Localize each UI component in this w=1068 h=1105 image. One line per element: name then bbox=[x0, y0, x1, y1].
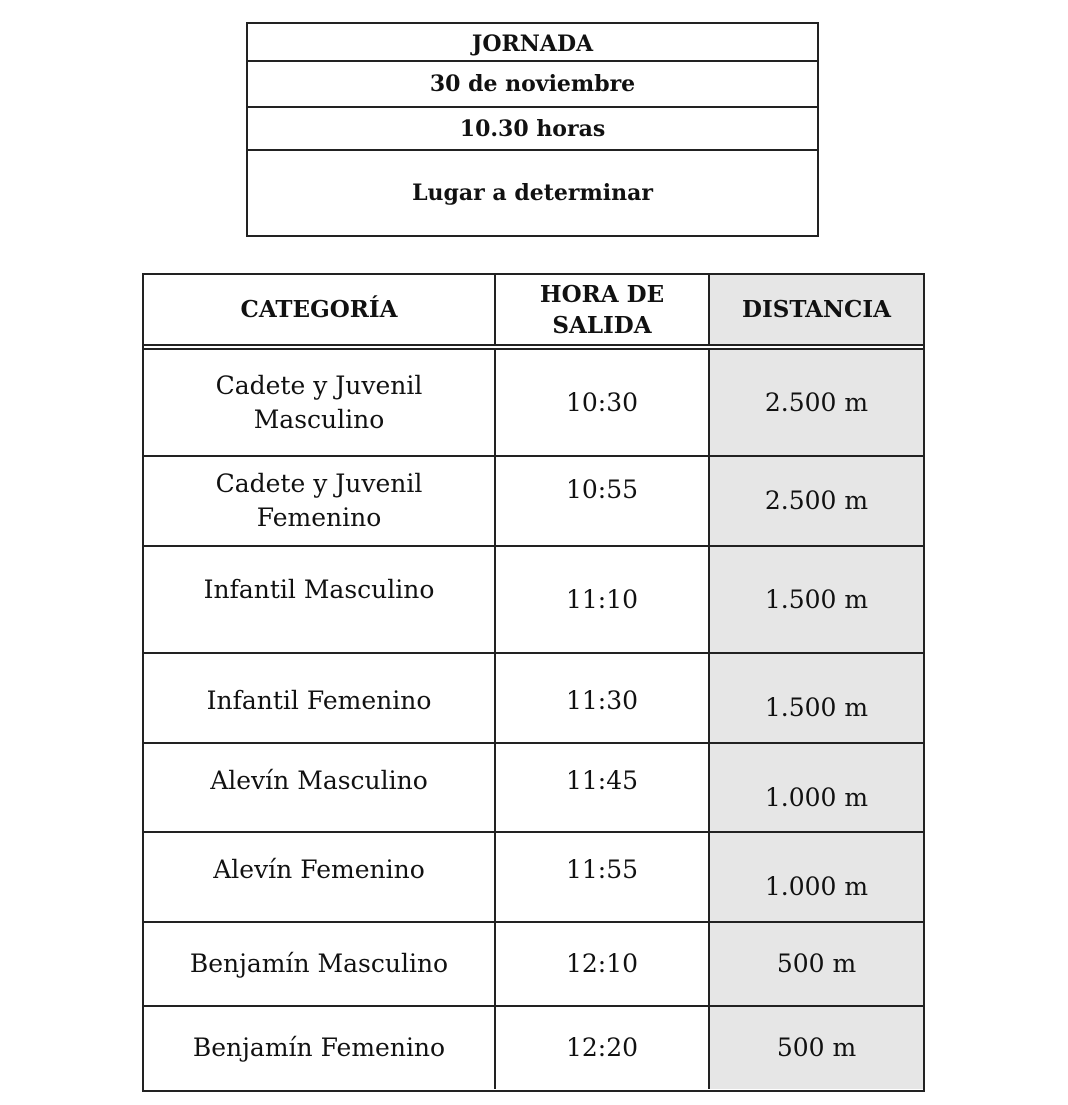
row-time: 12:10 bbox=[496, 923, 710, 1005]
header-start-time-label bbox=[540, 279, 664, 341]
table-row bbox=[144, 457, 923, 547]
row-category: Benjamín Masculino bbox=[144, 923, 496, 1005]
table-header-row bbox=[144, 275, 923, 350]
row-category: Infantil Femenino bbox=[144, 654, 496, 742]
row-time: 11:10 bbox=[496, 547, 710, 652]
table-row bbox=[144, 923, 923, 1007]
row-distance: 2.500 m bbox=[710, 457, 923, 545]
table-row bbox=[144, 350, 923, 457]
event-info-box bbox=[246, 22, 819, 237]
row-category-line1: Cadete y Juvenil bbox=[215, 370, 423, 400]
table-row bbox=[144, 547, 923, 654]
row-distance: 1.000 m bbox=[710, 744, 923, 831]
header-category bbox=[144, 275, 496, 344]
header-start-time bbox=[496, 275, 710, 344]
row-category bbox=[144, 457, 496, 545]
table-row bbox=[144, 833, 923, 923]
row-distance: 1.000 m bbox=[710, 833, 923, 921]
table-row bbox=[144, 654, 923, 744]
header-category-label: CATEGORÍA bbox=[240, 296, 398, 323]
row-category: Alevín Masculino bbox=[144, 744, 496, 831]
row-distance: 1.500 m bbox=[710, 654, 923, 742]
event-title: JORNADA bbox=[248, 24, 817, 62]
row-time: 10:30 bbox=[496, 350, 710, 455]
row-category bbox=[144, 350, 496, 455]
row-distance: 500 m bbox=[710, 1007, 923, 1089]
row-category: Alevín Femenino bbox=[144, 833, 496, 921]
row-time: 12:20 bbox=[496, 1007, 710, 1089]
row-category-line1: Cadete y Juvenil bbox=[215, 469, 423, 498]
event-time: 10.30 horas bbox=[248, 108, 817, 151]
event-date: 30 de noviembre bbox=[248, 62, 817, 108]
event-place: Lugar a determinar bbox=[412, 180, 653, 206]
header-distance bbox=[710, 275, 923, 344]
row-time: 11:55 bbox=[496, 833, 710, 921]
header-distance-label: DISTANCIA bbox=[742, 296, 891, 323]
table-row bbox=[144, 744, 923, 833]
row-category-line2: Masculino bbox=[253, 404, 385, 434]
row-time: 10:55 bbox=[496, 457, 710, 545]
row-distance: 1.500 m bbox=[710, 547, 923, 652]
table-row bbox=[144, 1007, 923, 1089]
row-category-line2: Femenino bbox=[256, 503, 382, 532]
row-distance: 500 m bbox=[710, 923, 923, 1005]
header-start-time-line1: HORA DE bbox=[539, 280, 665, 308]
header-start-time-line2: SALIDA bbox=[552, 311, 652, 339]
row-time: 11:45 bbox=[496, 744, 710, 831]
row-category: Infantil Masculino bbox=[144, 547, 496, 652]
row-distance: 2.500 m bbox=[710, 350, 923, 455]
row-time: 11:30 bbox=[496, 654, 710, 742]
schedule-table bbox=[142, 273, 925, 1092]
row-category: Benjamín Femenino bbox=[144, 1007, 496, 1089]
